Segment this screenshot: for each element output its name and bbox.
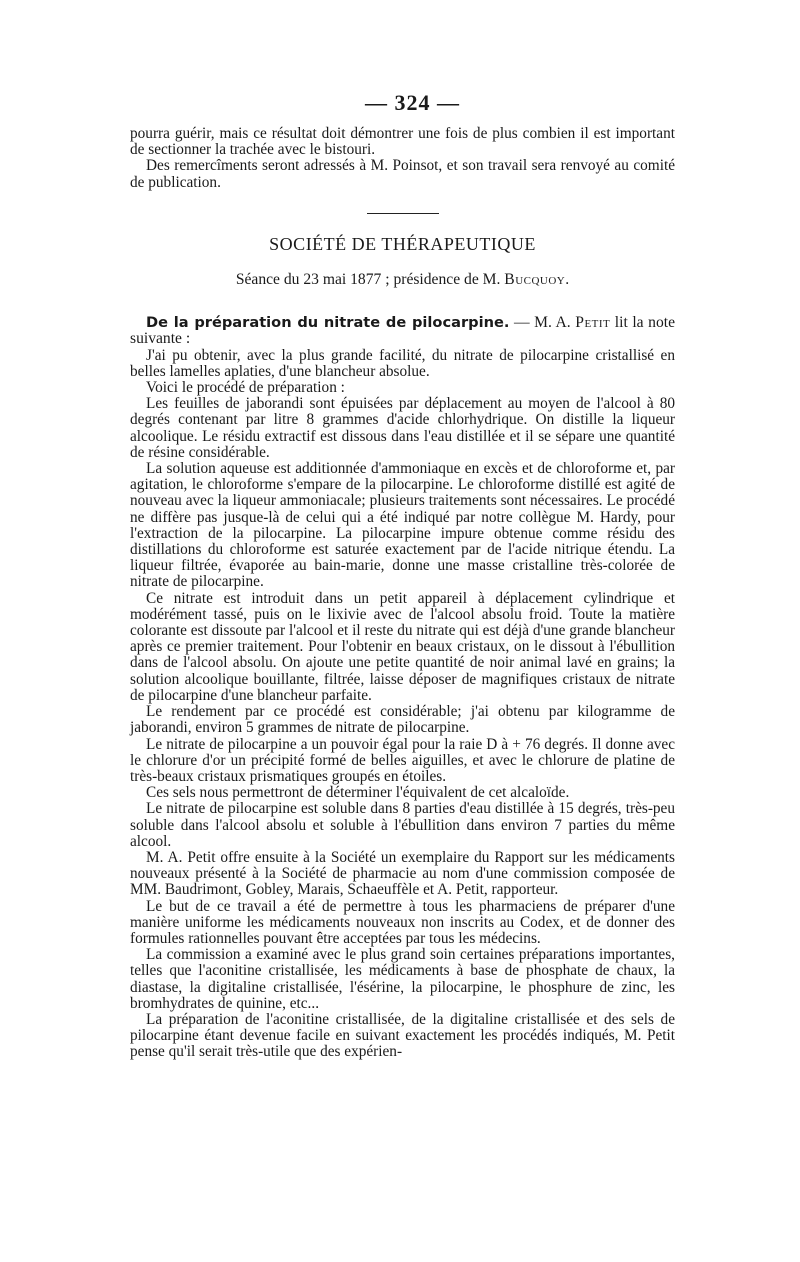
article-paragraph: Les feuilles de jaborandi sont épuisées par déplacement au moyen de l'alcool à 80 degrés contenant par litre 8 grammes d'acide chlorhydrique. On distille la liqueur alcoolique. Le résidu extractif est dissous dans l'eau distillée et il se sépare une quantité de résine considérable. [130, 395, 675, 461]
section-divider [367, 213, 439, 214]
author-suffix: lit la note suivante : [130, 313, 675, 348]
seance-suffix: . [565, 270, 570, 288]
page-number: — 324 — [365, 90, 460, 115]
article-lead [130, 315, 675, 348]
intro-paragraph-1: pourra guérir, mais ce résultat doit démontrer une fois de plus combien il est important de sectionner la trachée avec le bistouri. [130, 125, 675, 159]
article-paragraph: La solution aqueuse est additionnée d'ammoniaque en excès et de chloroforme et, par agitation, le chloroforme s'empare de la pilocarpine. Le chloroforme distillé est agité de nouveau avec la liqueur ammoniacale; plusieurs traitements sont nécessaires. Le procédé ne diffère pas jusque-là de celui qui a été indiqué par notre collègue M. Hardy, pour l'extraction de la pilocarpine. La pilocarpine impure obtenue comme résidu des distillations du chloroforme est saturée exactement par de l'acide nitrique étendu. La liqueur filtrée, évaporée au bain-marie, donne une masse cristalline très-colorée de nitrate de pilocarpine. [130, 460, 675, 591]
article-paragraph: J'ai pu obtenir, avec la plus grande facilité, du nitrate de pilocarpine cristallisé en belles lamelles aplaties, d'une blancheur absolue. [130, 346, 675, 380]
article-paragraph: M. A. Petit offre ensuite à la Société un exemplaire du Rapport sur les médicaments nouveaux présenté à la Société de pharmacie au nom d'une commission composée de MM. Baudrimont, Gobley, Marais, Schaeuffèle et A. Petit, rapporteur. [130, 848, 675, 899]
article-paragraph: Le nitrate de pilocarpine est soluble dans 8 parties d'eau distillée à 15 degrés, très-peu soluble dans l'alcool absolu et soluble à l'ébullition dans environ 7 parties du même alcool. [130, 800, 675, 850]
article-paragraph: Le but de ce travail a été de permettre à tous les pharmaciens de préparer d'une manière uniforme les médicaments nouveaux non inscrits au Codex, et de donner des formules rationnelles pouvant être acceptées par tous les médecins. [130, 897, 675, 947]
seance-text: Séance du 23 mai 1877 ; présidence de M. [235, 270, 505, 288]
article-paragraph: La commission a examiné avec le plus grand soin certaines préparations importantes, telles que l'aconitine cristallisée, les médicaments à base de phosphate de chaux, la diastase, la digitaline cristallisée, l'ésérine, la pilocarpine, le phosphure de zinc, les bromhydrates de quinine, etc... [130, 946, 675, 1012]
intro-paragraph-2: Des remercîments seront adressés à M. Poinsot, et son travail sera renvoyé au comité de publication. [130, 157, 675, 191]
president-name: Bucquoy [504, 270, 566, 288]
article-paragraph: Ce nitrate est introduit dans un petit appareil à déplacement cylindrique et modérément tassé, puis on le lixivie avec de l'alcool absolu froid. Toute la matière colorante est dissoute par l'alcool et il reste du nitrate qui est déjà d'une grande blancheur après ce premier traitement. Pour l'obtenir en beaux cristaux, on le dissout à l'ébullition dans de l'alcool absolu. On ajoute une petite quantité de noir animal lavé en grains; la solution alcoolique bouillante, filtrée, laisse déposer de magnifiques cristaux de nitrate de pilocarpine d'une blancheur parfaite. [130, 589, 675, 704]
society-heading: SOCIÉTÉ DE THÉRAPEUTIQUE [269, 233, 536, 254]
author-prefix: — M. A. [509, 313, 576, 331]
article-paragraph: Le nitrate de pilocarpine a un pouvoir égal pour la raie D à + 76 degrés. Il donne avec le chlorure d'or un précipité formé de belles aiguilles, et avec le chlorure de platine de très-beaux cristaux prismatiques groupés en étoiles. [130, 735, 675, 785]
article-paragraph: Ces sels nous permettront de déterminer l'équivalent de cet alcaloïde. [146, 784, 570, 802]
article-paragraph: Le rendement par ce procédé est considérable; j'ai obtenu par kilogramme de jaborandi, environ 5 grammes de nitrate de pilocarpine. [130, 703, 675, 737]
author-name: Petit [575, 313, 611, 331]
article-paragraph: Voici le procédé de préparation : [146, 379, 345, 397]
seance-line [130, 271, 675, 289]
article-paragraph: La préparation de l'aconitine cristallisée, de la digitaline cristallisée et des sels de pilocarpine étant devenue facile en suivant exactement les procédés indiqués, M. Petit pense qu'il serait très-utile que des expérien- [130, 1010, 675, 1061]
document-page [130, 90, 675, 1061]
article-title: De la préparation du nitrate de pilocarpine. [146, 313, 510, 331]
